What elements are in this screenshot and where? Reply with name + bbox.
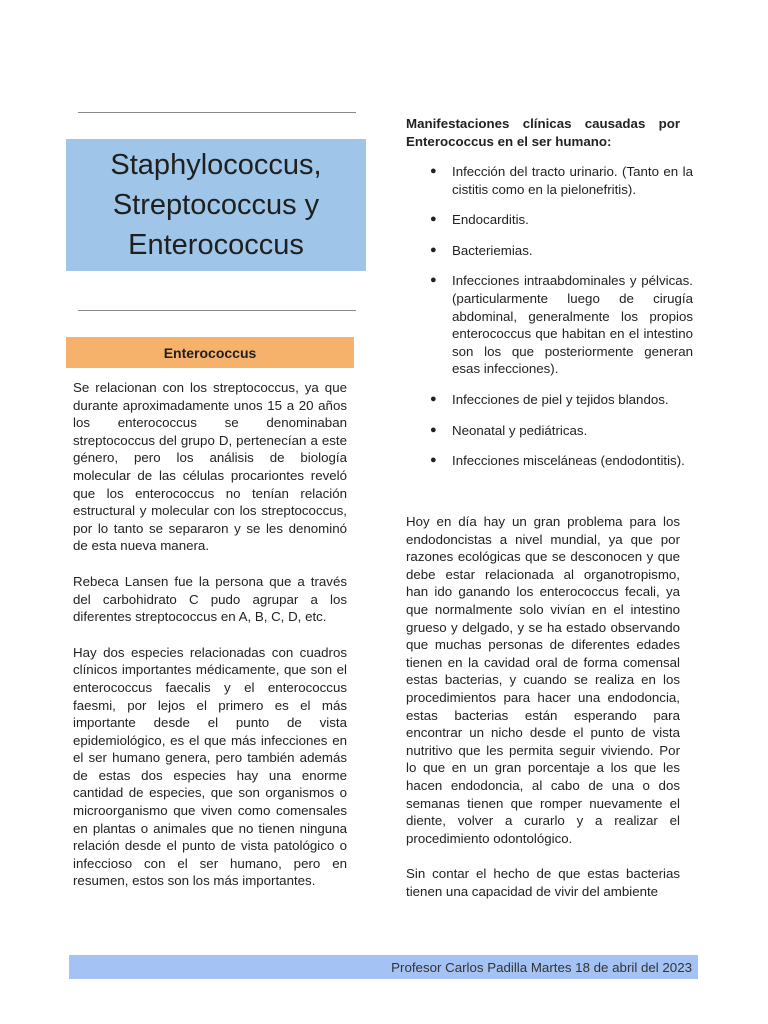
- title-line-2: Streptococcus y: [112, 189, 320, 221]
- bullet-icon: ●: [430, 274, 437, 287]
- right-body: [406, 513, 680, 900]
- list-item: ● Infección del tracto urinario. (Tanto en la cistitis como en la pielonefritis).: [430, 164, 693, 197]
- list-item: ● Infecciones intraabdominales y pélvicas. (particularmente luego de cirugía abdominal, generalmente los propios enterococcus que habitan en el intestino son los que posteriormente generan esas infecciones).: [430, 273, 693, 377]
- bullet-icon: ●: [430, 454, 437, 467]
- footer-bar: [69, 955, 698, 979]
- left-paragraph-3: Hay dos especies relacionadas con cuadros clínicos importantes médicamente, que son el enterococcus faecalis y el enterococcus faesmi, por lejos el primero es el más importante desde el punto de vista epidemiológico, es el que más infecciones en el ser humano genera, pero también además de estas dos especies hay una enorme cantidad de especies, que son organismos o microorganismo que viven como comensales en plantas o animales que no tienen ninguna relación desde el punto de vista patológico o infeccioso con el ser humano, pero en resumen, estos son los más importantes.: [73, 644, 347, 889]
- list-item: ● Infecciones de piel y tejidos blandos.: [430, 391, 669, 407]
- manifestations-heading: Manifestaciones clínicas causadas por Enterococcus en el ser humano:: [406, 116, 680, 149]
- title-line-1: Staphylococcus,: [110, 149, 322, 181]
- list-item: ● Infecciones misceláneas (endodontitis).: [430, 453, 685, 469]
- right-paragraph-1: Hoy en día hay un gran problema para los endodoncistas a nivel mundial, ya que por razones ecológicas que se desconocen y que debe estar relacionada al organotropismo, han ido ganando los enterococcus fecali, ya que normalmente solo vivían en el intestino grueso y delgado, y se ha estado observando que muchas personas de diferentes edades tienen en la cavidad oral de forma comensal estas bacterias, y cuando se realiza en los procedimientos para hacer una endodoncia, estas bacterias están esperando para encontrar un nicho desde el punto de vista nutritivo que les permita seguir viviendo. Por lo que en un gran porcentaje a los que les hacen endodoncia, al cabo de una o dos semanas tienen que romper nuevamente el diente, volver a curarlo y a realizar el procedimiento odontológico.: [406, 514, 680, 846]
- manifestations-block: [406, 163, 693, 483]
- title-line-3: Enterococcus: [128, 229, 304, 261]
- top-divider: [78, 112, 356, 113]
- list-item: ● Neonatal y pediátricas.: [430, 422, 588, 438]
- document-title: [66, 139, 366, 271]
- middle-divider: [78, 310, 356, 311]
- right-paragraph-2: Sin contar el hecho de que estas bacterias tienen una capacidad de vivir del ambiente: [406, 866, 680, 899]
- list-item: ● Bacteriemias.: [430, 242, 533, 258]
- bullet-icon: ●: [430, 423, 437, 436]
- bullet-icon: ●: [430, 243, 437, 256]
- list-item: ● Endocarditis.: [430, 212, 529, 228]
- bullet-icon: ●: [430, 165, 437, 177]
- manifestations-list: [406, 163, 693, 470]
- bullet-icon: ●: [430, 392, 437, 405]
- left-paragraph-2: Rebeca Lansen fue la persona que a través del carbohidrato C pudo agrupar a los diferentes streptococcus en A, B, C, D, etc.: [73, 573, 347, 625]
- left-paragraph-1: Se relacionan con los streptococcus, ya que durante aproximadamente unos 15 a 20 años los enterococcus se denominaban streptococcus del grupo D, pertenecían a este género, pero los análisis de biología molecular de las células procariontes reveló que los enterococcus no tenían relación estructural y molecular con los streptococcus, por lo tanto se separaron y se les denominó de esta nueva manera.: [73, 380, 347, 554]
- bullet-icon: ●: [430, 213, 437, 226]
- right-column: [406, 115, 680, 164]
- footer-text: Profesor Carlos Padilla Martes 18 de abril del 2023: [391, 959, 692, 975]
- left-column: [73, 379, 347, 908]
- section-header-enterococcus: Enterococcus: [66, 337, 354, 368]
